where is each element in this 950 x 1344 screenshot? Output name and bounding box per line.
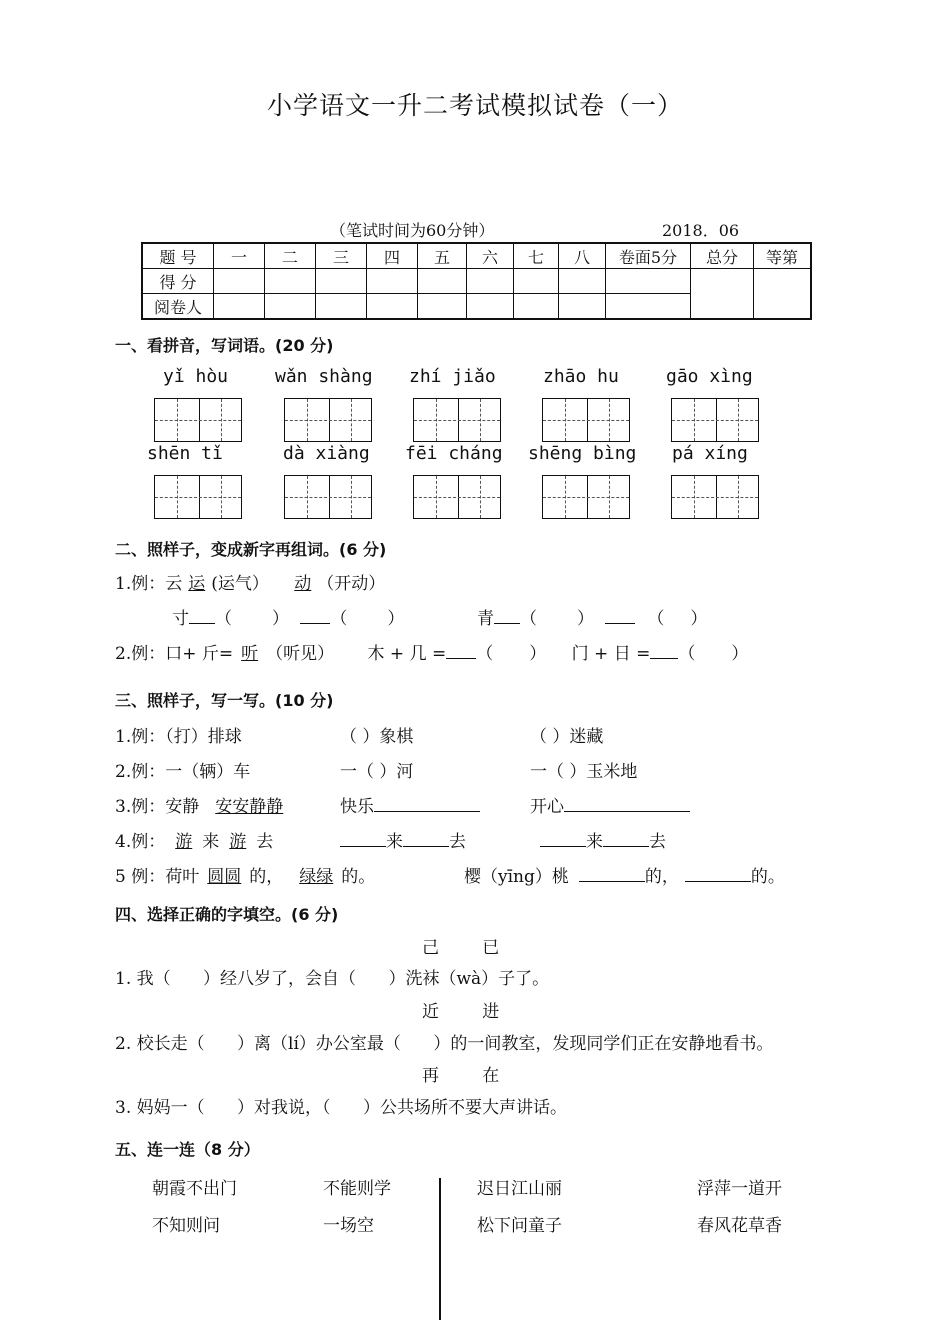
section-2-heading: 二、照样子，变成新字再组词。(6 分): [115, 540, 387, 559]
choice-chars: 己 已: [422, 938, 500, 958]
example-text: 的。: [341, 867, 376, 887]
header-cell: 四: [367, 243, 418, 269]
writing-grid[interactable]: [671, 475, 759, 519]
answer-blank[interactable]: [189, 608, 215, 624]
answer-blank[interactable]: [650, 643, 678, 659]
example-text: （听见）: [266, 644, 335, 664]
word: 快乐: [340, 797, 374, 817]
header-cell: 一: [214, 243, 265, 269]
writing-grid[interactable]: [542, 398, 630, 442]
answer-blank[interactable]: [685, 866, 751, 882]
example-answer: 安安静静: [215, 797, 284, 817]
header-cell: 二: [265, 243, 316, 269]
writing-grid[interactable]: [154, 398, 242, 442]
match-item[interactable]: 迟日江山丽: [477, 1179, 562, 1199]
header-cell: 题 号: [142, 243, 214, 269]
example-text: 去: [256, 832, 274, 852]
writing-grid[interactable]: [413, 398, 501, 442]
grade-cell[interactable]: [754, 269, 812, 320]
section-5-heading: 五、连一连（8 分）: [115, 1140, 260, 1159]
match-item[interactable]: 一场空: [323, 1216, 374, 1236]
example-line-4: [115, 827, 273, 852]
grader-cell[interactable]: [418, 294, 467, 320]
word: 来: [586, 832, 603, 852]
example-answer: 动: [294, 574, 312, 594]
question: 2. 校长走（ ）离（lí）办公室最（ ）的一间教室，发现同学们正在安静地看书。: [115, 1034, 774, 1054]
exercise-line: [172, 604, 404, 629]
header-cell: 卷面5分: [606, 243, 691, 269]
question: 1. 我（ ）经八岁了，会自（ ）洗袜（wà）子了。: [115, 969, 550, 989]
grader-cell[interactable]: [606, 294, 691, 320]
score-cell[interactable]: [606, 269, 691, 294]
equation: 门 + 日 =: [571, 644, 651, 664]
header-cell: 七: [514, 243, 559, 269]
example-line-5: [115, 862, 375, 887]
pinyin: zhí jiǎo: [409, 366, 496, 387]
score-cell[interactable]: [316, 269, 367, 294]
pinyin: pá xíng: [672, 443, 748, 464]
vertical-divider: [439, 1178, 441, 1320]
example-text: 2.例：一（辆）车: [115, 762, 251, 782]
answer-blank[interactable]: [374, 796, 480, 812]
exercise-item: [464, 862, 785, 887]
char: 寸: [172, 609, 189, 629]
choice-chars: 再 在: [422, 1066, 500, 1086]
example-text: 来: [202, 832, 220, 852]
example-text: 1.例：（打）排球: [115, 727, 242, 747]
example-text: 的，: [249, 867, 284, 887]
grader-cell[interactable]: [467, 294, 514, 320]
writing-grid[interactable]: [542, 475, 630, 519]
writing-grid[interactable]: [413, 475, 501, 519]
bracket: （: [520, 609, 537, 629]
answer-blank[interactable]: [605, 608, 635, 624]
example-answer: 圆圆: [207, 867, 242, 887]
pinyin: gāo xìng: [666, 366, 753, 387]
pinyin: zhāo hu: [543, 366, 619, 387]
answer-blank[interactable]: [603, 831, 649, 847]
equation: 木 + 几 =: [367, 644, 447, 664]
example-text: 5 例：荷叶: [115, 867, 200, 887]
example-answer: 游: [175, 832, 193, 852]
writing-grid[interactable]: [284, 398, 372, 442]
exam-date: 2018．06: [662, 221, 740, 240]
bracket: ）: [577, 609, 594, 629]
grader-cell[interactable]: [265, 294, 316, 320]
pinyin: yǐ hòu: [163, 366, 229, 387]
match-item[interactable]: 不知则问: [152, 1216, 220, 1236]
answer-blank[interactable]: [340, 831, 386, 847]
header-cell: 六: [467, 243, 514, 269]
bracket: ）: [529, 644, 547, 664]
pinyin: dà xiàng: [283, 443, 370, 464]
match-item[interactable]: 浮萍一道开: [697, 1179, 782, 1199]
row-label-score: 得 分: [142, 269, 214, 294]
page-title: 小学语文一升二考试模拟试卷（一）: [266, 91, 683, 120]
grader-cell[interactable]: [367, 294, 418, 320]
score-cell[interactable]: [418, 269, 467, 294]
bracket: ）: [272, 609, 289, 629]
example-answer: 绿绿: [299, 867, 334, 887]
score-cell[interactable]: [214, 269, 265, 294]
answer-blank[interactable]: [540, 831, 586, 847]
grader-cell[interactable]: [559, 294, 606, 320]
exercise-item[interactable]: （ ）迷藏: [530, 727, 604, 747]
example-text: (运气）: [211, 574, 269, 594]
answer-blank[interactable]: [579, 866, 645, 882]
answer-blank[interactable]: [300, 608, 330, 624]
bracket: ）: [731, 644, 749, 664]
example-text: 4.例：: [115, 832, 166, 852]
example-text: 1.例：云: [115, 574, 183, 594]
row-label-grader: 阅卷人: [142, 294, 214, 320]
score-cell[interactable]: [265, 269, 316, 294]
question: 3. 妈妈一（ ）对我说，（ ）公共场所不要大声讲话。: [115, 1098, 567, 1118]
header-cell: 总分: [691, 243, 754, 269]
exercise-item[interactable]: （ ）象棋: [340, 727, 414, 747]
example-answer: 听: [241, 644, 259, 664]
exercise-item: [530, 792, 690, 817]
score-cell[interactable]: [467, 269, 514, 294]
pinyin: shēn tǐ: [147, 443, 223, 464]
header-cell: 三: [316, 243, 367, 269]
header-cell: 五: [418, 243, 467, 269]
exam-time: （笔试时间为60分钟）: [330, 221, 495, 240]
word: 去: [449, 832, 466, 852]
bracket: （: [476, 644, 494, 664]
example-line-2: [115, 639, 748, 664]
answer-blank[interactable]: [403, 831, 449, 847]
answer-blank[interactable]: [564, 796, 690, 812]
exercise-item[interactable]: 一（ ）河: [340, 762, 414, 782]
exercise-line: [477, 604, 707, 629]
exercise-item: [340, 792, 480, 817]
word: 开心: [530, 797, 564, 817]
match-item[interactable]: 松下问童子: [477, 1216, 562, 1236]
grader-cell[interactable]: [316, 294, 367, 320]
header-cell: 等第: [754, 243, 812, 269]
word: 的。: [750, 867, 785, 887]
word: 来: [386, 832, 403, 852]
choice-chars: 近 进: [422, 1002, 500, 1022]
answer-blank[interactable]: [446, 643, 476, 659]
example-answer: 运: [188, 574, 206, 594]
example-text: （开动）: [317, 574, 386, 594]
score-cell[interactable]: [559, 269, 606, 294]
bracket: ）: [387, 609, 405, 629]
answer-blank[interactable]: [494, 608, 520, 624]
writing-grid[interactable]: [154, 475, 242, 519]
section-4-heading: 四、选择正确的字填空。(6 分): [115, 905, 339, 924]
bracket: （: [330, 609, 348, 629]
exercise-item: [540, 827, 666, 852]
grader-cell[interactable]: [514, 294, 559, 320]
match-item[interactable]: 朝霞不出门: [152, 1179, 237, 1199]
score-table: [141, 242, 812, 320]
word: 去: [649, 832, 666, 852]
grader-cell[interactable]: [214, 294, 265, 320]
example-text: 3.例：安静: [115, 797, 200, 817]
score-cell[interactable]: [514, 269, 559, 294]
example-line-3: [115, 792, 291, 817]
example-answer: 游: [229, 832, 247, 852]
exercise-item[interactable]: 一（ ）玉米地: [530, 762, 638, 782]
writing-grid[interactable]: [284, 475, 372, 519]
example-line-1: [115, 569, 385, 594]
total-cell[interactable]: [691, 269, 754, 320]
example-text: 2.例：口+ 斤=: [115, 644, 234, 664]
pinyin: wǎn shàng: [275, 366, 373, 387]
section-1-heading: 一、看拼音，写词语。(20 分): [115, 336, 334, 355]
score-cell[interactable]: [367, 269, 418, 294]
word: 樱（yīng）桃: [464, 867, 569, 887]
word: 的，: [644, 867, 679, 887]
exercise-item: [340, 827, 466, 852]
pinyin: shēng bìng: [528, 443, 637, 464]
bracket: ）: [690, 609, 708, 629]
pinyin: fēi cháng: [405, 443, 503, 464]
writing-grid[interactable]: [671, 398, 759, 442]
match-item[interactable]: 不能则学: [323, 1179, 391, 1199]
bracket: （: [647, 609, 665, 629]
bracket: （: [215, 609, 232, 629]
char: 青: [477, 609, 494, 629]
section-3-heading: 三、照样子，写一写。(10 分): [115, 691, 334, 710]
header-cell: 八: [559, 243, 606, 269]
match-item[interactable]: 春风花草香: [697, 1216, 782, 1236]
bracket: （: [678, 644, 696, 664]
